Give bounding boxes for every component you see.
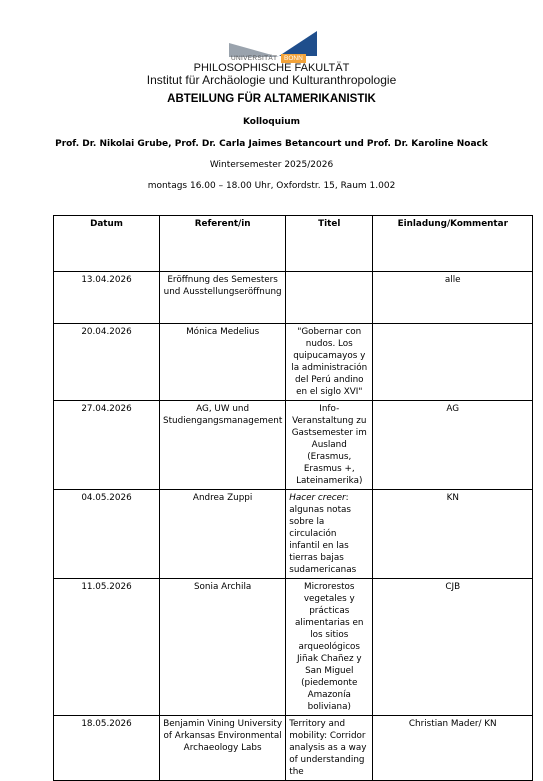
cell-speaker: AG, UW und Studiengangsmanagement: [160, 401, 286, 490]
logo-blue-triangle: [279, 31, 317, 56]
cell-title: [286, 272, 373, 324]
cell-title: Info-Veranstaltung zu Gastsemester im Ausland (Erasmus, Erasmus +, Lateinamerika): [286, 401, 373, 490]
cell-comment: CJB: [373, 579, 533, 716]
cell-comment: KN: [373, 490, 533, 579]
header-speaker: Referent/in: [160, 216, 286, 272]
cell-date: 18.05.2026: [54, 716, 160, 781]
cell-title: Territory and mobility: Corridor analysis as a way of understanding the: [286, 716, 373, 781]
header-date: Datum: [54, 216, 160, 272]
logo-city-text: BONN: [281, 54, 306, 63]
organizers: Prof. Dr. Nikolai Grube, Prof. Dr. Carla Jaimes Betancourt und Prof. Dr. Karoline Noack: [55, 139, 488, 149]
schedule-table: [53, 215, 533, 781]
cell-date: 11.05.2026: [54, 579, 160, 716]
cell-comment: [373, 324, 533, 401]
logo-university-text: UNIVERSITÄT: [231, 55, 278, 62]
semester: Wintersemester 2025/2026: [209, 160, 334, 170]
table-header-row: [54, 216, 533, 272]
faculty-title: PHILOSOPHISCHE FAKULTÄT: [193, 62, 350, 74]
cell-comment: Christian Mader/ KN: [373, 716, 533, 781]
cell-date: 20.04.2026: [54, 324, 160, 401]
cell-speaker: Eröffnung des Semesters und Ausstellungseröffnung: [160, 272, 286, 324]
cell-date: 04.05.2026: [54, 490, 160, 579]
cell-date: 13.04.2026: [54, 272, 160, 324]
header-title: Titel: [286, 216, 373, 272]
table-row: [54, 324, 533, 401]
table-row: [54, 716, 533, 781]
schedule: montags 16.00 – 18.00 Uhr, Oxfordstr. 15, Raum 1.002: [147, 181, 396, 191]
department-title: ABTEILUNG FÜR ALTAMERIKANISTIK: [167, 93, 376, 105]
event-type: Kolloquium: [242, 117, 301, 127]
cell-speaker: Sonia Archila: [160, 579, 286, 716]
cell-title-italic: Hacer crecer: [289, 493, 346, 503]
cell-speaker: Benjamin Vining University of Arkansas Environmental Archaeology Labs: [160, 716, 286, 781]
institute-title: Institut für Archäologie und Kulturanthropologie: [146, 73, 397, 87]
university-logo: [229, 25, 317, 64]
cell-title: [286, 490, 373, 579]
cell-comment: alle: [373, 272, 533, 324]
cell-title: "Gobernar con nudos. Los quipucamayos y la administración del Perú andino en el siglo XVI": [286, 324, 373, 401]
cell-date: 27.04.2026: [54, 401, 160, 490]
cell-speaker: Mónica Medelius: [160, 324, 286, 401]
cell-title: Microrestos vegetales y prácticas alimentarias en los sitios arqueológicos Jiñak Chañez y San Miguel (piedemonte Amazonía boliviana): [286, 579, 373, 716]
header-comment: Einladung/Kommentar: [373, 216, 533, 272]
table-row: [54, 272, 533, 324]
cell-comment: AG: [373, 401, 533, 490]
cell-title-rest: : algunas notas sobre la circulación infantil en las tierras bajas sudamericanas: [289, 493, 357, 575]
cell-speaker: Andrea Zuppi: [160, 490, 286, 579]
table-row: [54, 490, 533, 579]
table-row: [54, 401, 533, 490]
table-row: [54, 579, 533, 716]
